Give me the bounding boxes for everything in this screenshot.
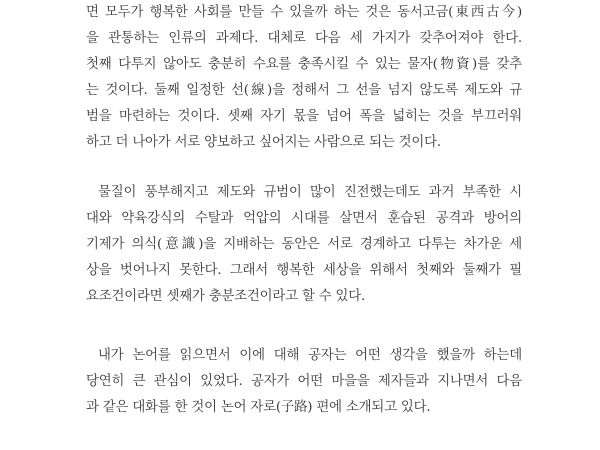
- text-line: 과 같은 대화를 한 것이 논어 자로(子路) 편에 소개되고 있다.: [86, 400, 431, 415]
- text-line: 상을 벗어나지 못한다. 그래서 행복한 세상을 위해서 첫째와 둘째가 필: [86, 263, 522, 278]
- text-line: 내가 논어를 읽으면서 이에 대해 공자는 어떤 생각을 했을까 하는데: [98, 348, 522, 363]
- text-line: 는 것이다. 둘째 일정한 선(線)을 정해서 그 선을 넘지 않도록 제도와 규: [86, 83, 522, 98]
- text-line: 대와 약육강식의 수탈과 억압의 시대를 살면서 훈습된 공격과 방어의: [86, 211, 522, 226]
- text-line: 당연히 큰 관심이 있었다. 공자가 어떤 마을을 제자들과 지나면서 다음: [86, 374, 522, 389]
- text-line: 면 모두가 행복한 사회를 만들 수 있을까 하는 것은 동서고금(東西古今): [86, 5, 522, 20]
- text-line: 요조건이라면 셋째가 충분조건이라고 할 수 있다.: [86, 289, 366, 304]
- text-line: 기제가 의식(意識)을 지배하는 동안은 서로 경계하고 다투는 차가운 세: [86, 237, 522, 252]
- text-line: 하고 더 나아가 서로 양보하고 싶어지는 사람으로 되는 것이다.: [86, 135, 441, 150]
- text-line: 을 관통하는 인류의 과제다. 대체로 다음 세 가지가 갖추어져야 한다.: [86, 31, 522, 46]
- text-line: 범을 마련하는 것이다. 셋째 자기 몫을 넘어 폭을 넓히는 것을 부끄러워: [86, 109, 522, 124]
- text-line: 물질이 풍부해지고 제도와 규범이 많이 진전했는데도 과거 부족한 시: [98, 185, 522, 200]
- text-line: 첫째 다투지 않아도 충분히 수요를 충족시킬 수 있는 물자(物資)를 갖추: [86, 57, 522, 72]
